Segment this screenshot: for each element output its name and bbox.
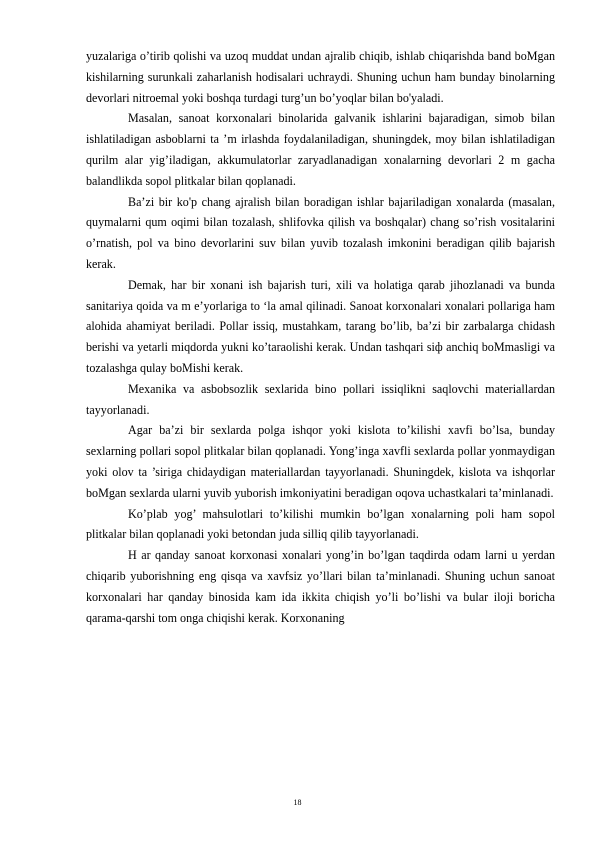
paragraph-7: Ko’plab yog’ mahsulotlari to’kilishi mumkin bo’lgan xonalarning poli ham sopol plitkalar bilan qoplanadi yoki betondan juda silliq qilib tayyorlanadi. <box>86 506 555 542</box>
body-text <box>86 46 555 628</box>
paragraph-8: H ar qanday sanoat korxonasi xonalari yong’in bo’lgan taqdirda odam larni u yerdan chiqarib yuborishning eng qisqa va xavfsiz yo’llari bilan ta’minlanadi. Shuning uchun sanoat korxonalari har qanday binosida kam ida ikkita chiqish yo’li bo’lishi va bular iloji boricha qarama-qarshi tom onga chiqishi kerak. Korxonaning <box>86 548 555 625</box>
paragraph-4: Demak, har bir xonani ish bajarish turi, xili va holatiga qarab jihozlanadi va bunda sanitariya qoida va m e’yorlariga to ‘la amal qilinadi. Sanoat korxonalari xonalari pollariga ham alohida ahamiyat beriladi. Pollar issiq, mustahkam, tarang bo’lib, ba’zi bir zarbalarga chidash berishi va yetarli miqdorda yukni ko’taraolishi kerak. Undan tashqari siф anchiq boMmasligi va tozalashga qulay boMishi kerak. <box>86 277 555 375</box>
paragraph-3: Ba’zi bir ko'p chang ajralish bilan boradigan ishlar bajariladigan xonalarda (masalan, quymalarni qum oqimi bilan tozalash, shlifovka qilish va boshqalar) chang so’rish vositalarini o’rnatish, pol va bino devorlarini suv bilan yuvib tozalash imkonini beradigan qilib bajarish kerak. <box>86 194 555 271</box>
paragraph-5: Mexanika va asbobsozlik sexlarida bino pollari issiqlikni saqlovchi materiallardan tayyorlanadi. <box>86 381 555 417</box>
paragraph-1: yuzalariga o’tirib qolishi va uzoq muddat undan ajralib chiqib, ishlab chiqarishda band boMgan kishilarning surunkali zaharlanish hodisalari uchraydi. Shuning uchun ham bunday binolarning devorlari nitroemal yoki boshqa turdagi turg’un bo’yoqlar bilan bo'yaladi. <box>86 49 555 105</box>
paragraph-6: Agar ba’zi bir sexlarda polga ishqor yoki kislota to’kilishi xavfi bo’lsa, bunday sexlarning pollari sopol plitkalar bilan qoplanadi. Yong’inga xavfli sexlarda pollar yonmaydigan yoki olov ta ’siriga chidaydigan materiallardan tayyorlanadi. Shuningdek, kislota va ishqorlar boMgan sexlarda ularni yuvib yuborish imkoniyatini beradigan oqova uchastkalari ta’minlanadi. <box>86 423 555 500</box>
paragraph-2: Masalan, sanoat korxonalari binolarida galvanik ishlarini bajaradigan, simob bilan ishlatiladigan asboblarni ta ’m irlashda foydalaniladigan, shuningdek, moy bilan ishlatiladigan qurilm alar yig’iladigan, akkumulatorlar zaryadlanadigan xonalarning devorlari 2 m gacha balandlikda sopol plitkalar bilan qoplanadi. <box>86 111 555 188</box>
page-number: 18 <box>293 798 302 807</box>
